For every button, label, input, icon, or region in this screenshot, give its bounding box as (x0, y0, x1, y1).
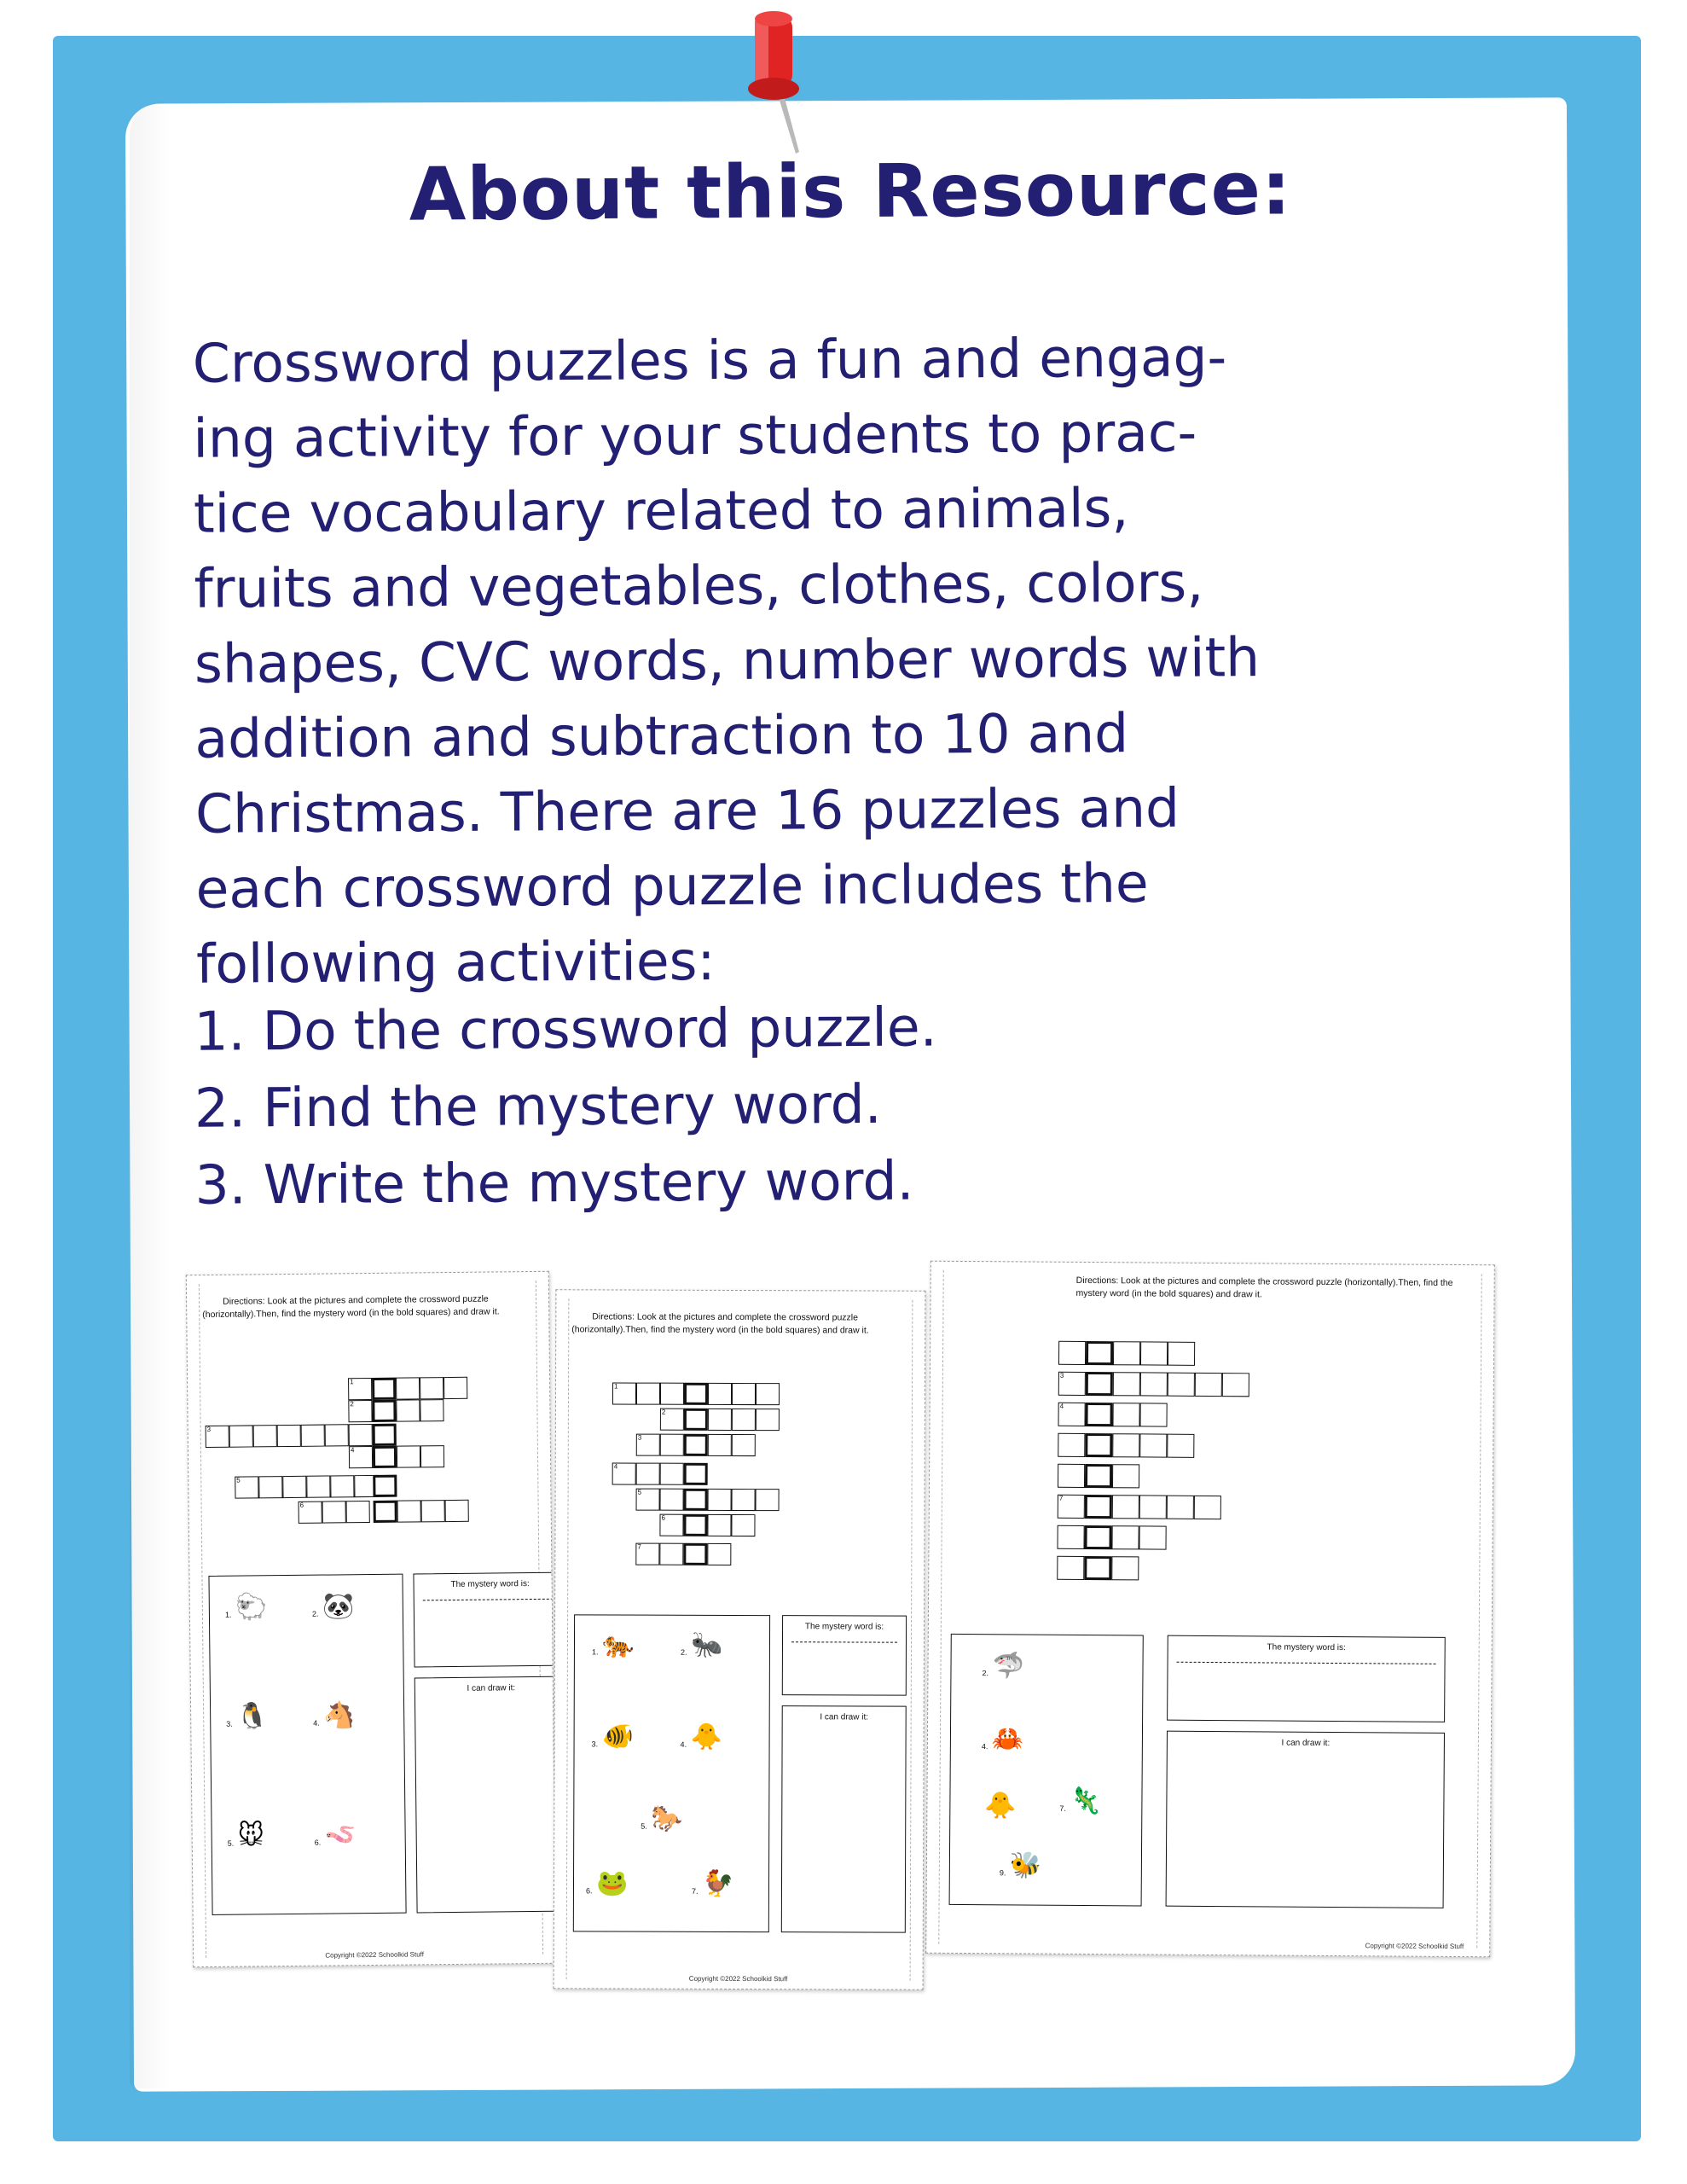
picture-item (691, 1868, 734, 1899)
picture-bank (949, 1634, 1144, 1907)
picture-item (313, 1700, 356, 1731)
crossword-cell-bold (373, 1475, 397, 1497)
mystery-word-caption: The mystery word is: (804, 1622, 884, 1632)
picture-item (585, 1868, 629, 1899)
crossword-cell (732, 1434, 756, 1456)
crossword-cell (348, 1378, 372, 1400)
fish-icon: 🐠 (601, 1722, 635, 1752)
horse-icon: 🐎 (651, 1804, 683, 1834)
picture-label: 4. (313, 1718, 320, 1728)
clue-number: 4 (350, 1446, 355, 1455)
crossword-cell (1058, 1495, 1085, 1519)
crossword-cell (258, 1476, 282, 1498)
crossword-cell (660, 1434, 684, 1456)
picture-label: 3. (226, 1719, 233, 1728)
crossword-cell (1140, 1341, 1168, 1365)
clue-number: 4 (613, 1462, 618, 1471)
mystery-word-line (1177, 1662, 1436, 1664)
crossword-cell (206, 1426, 229, 1448)
crossword-cell (346, 1501, 370, 1523)
crossword-cell (612, 1382, 636, 1404)
copyright-text: Copyright ©2022 Schoolkid Stuff (325, 1950, 424, 1960)
crossword-cell-bold (1084, 1556, 1111, 1580)
picture-item (311, 1591, 355, 1622)
picture-label: 1. (591, 1647, 599, 1657)
crossword-cell-bold (373, 1424, 397, 1446)
worksheet-directions: Directions: Look at the pictures and complete the crossword puzzle (horizontally).Then, find the mystery word (in the bold squares) and draw it. (202, 1293, 500, 1321)
crossword-cell (1058, 1403, 1085, 1426)
crossword-cell (660, 1383, 684, 1405)
crossword-cell (330, 1475, 354, 1497)
crossword-cell (420, 1445, 444, 1467)
clue-number: 6 (299, 1501, 304, 1509)
crossword-cell (235, 1476, 258, 1498)
crossword-cell (349, 1424, 373, 1446)
crossword-cell (660, 1409, 684, 1431)
crossword-cell (612, 1462, 636, 1484)
bee-icon: 🐝 (1009, 1850, 1042, 1881)
sheep-icon: 🐑 (235, 1592, 268, 1623)
crossword-cell (635, 1543, 659, 1565)
crossword-cell (253, 1425, 277, 1447)
crossword-cell (421, 1500, 445, 1522)
crossword-cell (1112, 1403, 1139, 1426)
clue-number: 1 (614, 1382, 618, 1391)
worksheet-preview-2 (554, 1289, 926, 1990)
crossword-cell-bold (684, 1463, 708, 1485)
ant-icon: 🐜 (690, 1629, 723, 1660)
picture-label: 4. (680, 1740, 687, 1749)
picture-item (314, 1820, 357, 1850)
picture-label: 2. (311, 1609, 319, 1618)
crossword-cell (1168, 1342, 1195, 1366)
crossword-cell (1111, 1525, 1139, 1549)
crossword-cell (1112, 1495, 1139, 1519)
clue-number: 5 (637, 1488, 642, 1496)
chicken-icon: 🐓 (701, 1868, 734, 1899)
crossword-cell (420, 1399, 443, 1421)
crossword-cell (1113, 1372, 1140, 1396)
picture-item (591, 1629, 635, 1660)
crossword-cell (1058, 1464, 1085, 1488)
picture-item (984, 1793, 1017, 1819)
picture-item (1059, 1786, 1102, 1817)
mystery-word-box (782, 1615, 907, 1696)
frog-icon: 🐸 (595, 1868, 629, 1899)
clue-number: 3 (1059, 1371, 1064, 1380)
crossword-cell (348, 1400, 372, 1422)
crossword-cell (397, 1500, 421, 1522)
mystery-word-box (1167, 1635, 1446, 1722)
crossword-cell (1195, 1373, 1222, 1397)
worksheet-preview-1 (186, 1271, 556, 1967)
crossword-cell (1139, 1495, 1167, 1519)
crossword-cell (1058, 1372, 1086, 1396)
crossword-cell-bold (374, 1501, 397, 1523)
crossword-cell-bold (684, 1434, 708, 1456)
crossword-cell (731, 1514, 755, 1536)
picture-label: 3. (591, 1740, 599, 1749)
shark-icon: 🦈 (992, 1651, 1025, 1682)
crossword-cell (636, 1489, 660, 1511)
picture-label: 6. (314, 1838, 322, 1847)
crossword-cell-bold (1085, 1403, 1112, 1426)
crossword-cell-bold (372, 1400, 396, 1422)
crossword-cell-bold (683, 1514, 707, 1536)
picture-label: 5. (227, 1838, 235, 1848)
crossword-cell-bold (684, 1409, 708, 1431)
picture-label: 2. (680, 1647, 687, 1657)
crossword-cell (732, 1383, 756, 1405)
picture-label: 7. (691, 1886, 699, 1896)
picture-item (999, 1850, 1042, 1881)
crossword-cell-bold (1086, 1341, 1113, 1365)
crossword-cell (707, 1543, 731, 1565)
clue-number: 3 (637, 1433, 642, 1442)
crossword-cell (1112, 1464, 1139, 1488)
crossword-cell (443, 1377, 467, 1399)
crossword-cell (396, 1399, 420, 1421)
crossword-cell (1167, 1496, 1194, 1519)
activity-step: 2. Find the mystery word. (194, 1072, 882, 1140)
clue-number: 6 (661, 1513, 665, 1522)
crab-icon: 🦀 (991, 1724, 1024, 1755)
picture-label: 6. (585, 1886, 593, 1896)
crossword-cell (1058, 1433, 1085, 1457)
crossword-cell-bold (683, 1543, 707, 1565)
crossword-cell (301, 1425, 325, 1447)
crossword-cell (299, 1502, 322, 1524)
crossword-cell (708, 1434, 732, 1456)
picture-item (680, 1722, 723, 1752)
crossword-cell (325, 1424, 349, 1446)
picture-label: 7. (1059, 1804, 1066, 1813)
clue-number: 3 (206, 1425, 212, 1434)
activity-steps-list (194, 985, 1526, 1224)
clue-number: 1 (350, 1378, 354, 1386)
crossword-cell (1222, 1373, 1249, 1397)
crossword-cell (636, 1383, 660, 1405)
description-paragraph: Crossword puzzles is a fun and engag- ing activity for your students to prac- tice vocabulary related to animals, fruits and vegetables, clothes, colors, shapes, CVC words, number words with addition and subtraction to 10 and Christmas. There are 16 puzzles and each crossword puzzle includes the following activities: (192, 326, 1261, 996)
draw-it-caption: I can draw it: (1281, 1738, 1330, 1748)
crossword-cell (1113, 1341, 1140, 1365)
crossword-cell (1111, 1556, 1139, 1580)
crossword-cell (708, 1409, 732, 1431)
lizard-icon: 🦎 (1070, 1786, 1102, 1817)
clue-number: 2 (661, 1408, 666, 1416)
crossword-cell (322, 1501, 346, 1523)
crossword-cell (397, 1445, 420, 1467)
picture-item (981, 1724, 1024, 1755)
picture-item (227, 1821, 265, 1851)
mystery-word-box (413, 1572, 556, 1668)
crossword-cell-bold (372, 1378, 396, 1400)
tiger-icon: 🐅 (601, 1629, 635, 1660)
draw-it-box (1166, 1731, 1445, 1908)
picture-label: 2. (982, 1669, 989, 1678)
crossword-cell (1139, 1403, 1167, 1426)
penguin-icon: 🐧 (236, 1701, 269, 1732)
mystery-word-line (423, 1599, 556, 1601)
worksheet-preview-3 (925, 1261, 1495, 1958)
crossword-cell (1168, 1373, 1195, 1397)
crossword-cell (349, 1446, 373, 1468)
picture-bank (208, 1574, 406, 1915)
draw-it-caption: I can draw it: (820, 1712, 869, 1722)
activity-step: 3. Write the mystery word. (194, 1149, 914, 1217)
crossword-cell-bold (1084, 1525, 1111, 1549)
crossword-cell (636, 1434, 660, 1456)
mystery-word-line (791, 1641, 897, 1642)
picture-label: 1. (224, 1610, 232, 1619)
clue-number: 7 (1058, 1494, 1064, 1502)
picture-label: 4. (981, 1742, 988, 1751)
mouse-icon: 🐭 (237, 1821, 265, 1851)
crossword-cell (659, 1543, 683, 1565)
crossword-cell (1139, 1433, 1167, 1457)
donkey-icon: 🐴 (322, 1700, 356, 1731)
crossword-cell (756, 1489, 780, 1511)
worksheet-directions: Directions: Look at the pictures and complete the crossword puzzle (horizontally).Then, find the mystery word (in the bold squares) and draw it. (571, 1311, 869, 1336)
crossword-cell (756, 1383, 780, 1405)
picture-item (226, 1701, 269, 1732)
picture-label: 9. (999, 1868, 1006, 1878)
clue-number: 7 (637, 1542, 641, 1551)
pushpin-icon (721, 7, 832, 160)
copyright-text: Copyright ©2022 Schoolkid Stuff (1365, 1942, 1464, 1951)
page-title: About this Resource: (409, 146, 1292, 238)
draw-it-caption: I can draw it: (467, 1683, 516, 1693)
crossword-cell-bold (1085, 1464, 1112, 1488)
crossword-cell (1139, 1525, 1166, 1549)
picture-item (591, 1722, 635, 1752)
picture-item (641, 1804, 683, 1834)
crossword-cell (396, 1377, 420, 1399)
crossword-cell (732, 1489, 756, 1511)
chick-icon: 🐥 (690, 1722, 723, 1752)
crossword-cell (1112, 1433, 1139, 1457)
crossword-cell (445, 1500, 469, 1522)
draw-it-box (781, 1705, 907, 1933)
crossword-cell (660, 1463, 684, 1485)
crossword-cell (1057, 1525, 1084, 1549)
crossword-cell-bold (1086, 1372, 1113, 1396)
crossword-cell (636, 1463, 660, 1485)
picture-label: 5. (641, 1821, 647, 1831)
picture-item (224, 1592, 268, 1623)
crossword-cell (420, 1377, 443, 1399)
crossword-cell (708, 1383, 732, 1405)
crossword-cell (708, 1489, 732, 1511)
crossword-cell-bold (684, 1489, 708, 1511)
crossword-cell (660, 1489, 684, 1511)
chick-icon: 🐥 (984, 1791, 1017, 1821)
crossword-cell (707, 1514, 731, 1536)
draw-it-box (415, 1676, 557, 1914)
worksheet-directions: Directions: Look at the pictures and complete the crossword puzzle (horizontally).Then, find the mystery word (in the bold squares) and draw it. (1075, 1275, 1453, 1300)
crossword-cell (306, 1475, 330, 1497)
panda-icon: 🐼 (322, 1591, 355, 1622)
crossword-cell-bold (1085, 1495, 1112, 1519)
worm-icon: 🪱 (324, 1820, 357, 1850)
crossword-cell (1140, 1372, 1168, 1396)
mystery-word-caption: The mystery word is: (450, 1579, 530, 1590)
clue-number: 2 (350, 1400, 354, 1409)
activity-step: 1. Do the crossword puzzle. (194, 996, 937, 1063)
crossword-cell-bold (684, 1383, 708, 1405)
copyright-text: Copyright ©2022 Schoolkid Stuff (688, 1974, 788, 1984)
clue-number: 5 (236, 1476, 241, 1484)
picture-item (982, 1651, 1025, 1682)
picture-item (680, 1629, 723, 1660)
crossword-cell (659, 1514, 683, 1536)
crossword-cell (756, 1409, 780, 1431)
crossword-cell (1194, 1496, 1221, 1519)
crossword-cell (229, 1425, 253, 1447)
mystery-word-caption: The mystery word is: (1267, 1642, 1346, 1653)
crossword-cell (1167, 1434, 1194, 1458)
crossword-cell (277, 1425, 301, 1447)
crossword-cell-bold (373, 1446, 397, 1468)
crossword-cell (282, 1476, 306, 1498)
crossword-cell-bold (1085, 1433, 1112, 1457)
crossword-cell (1058, 1341, 1086, 1365)
crossword-cell (732, 1409, 756, 1431)
clue-number: 4 (1059, 1402, 1064, 1410)
crossword-cell (1057, 1556, 1084, 1580)
picture-bank (573, 1614, 770, 1932)
